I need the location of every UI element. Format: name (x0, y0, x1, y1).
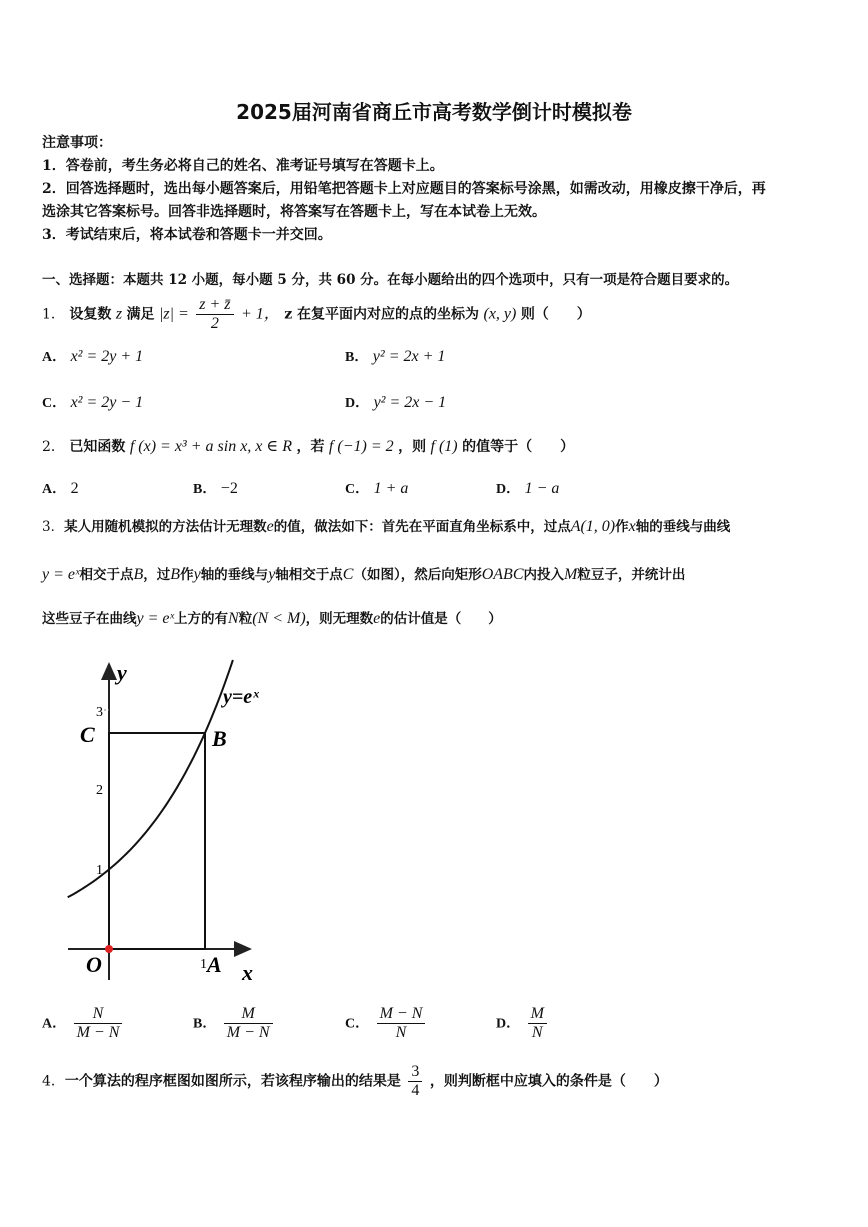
q1-option-a[interactable] (42, 346, 143, 366)
q3-figure (60, 650, 290, 995)
question-3-line-3 (42, 607, 502, 628)
q3-text: 作 (180, 567, 194, 583)
q3-text: （如图），然后向矩形 (353, 567, 482, 583)
point-o-label: O (86, 952, 102, 977)
option-fraction (74, 1005, 123, 1042)
q4-fraction (408, 1063, 422, 1100)
fraction-numerator: N (74, 1005, 123, 1024)
q3-expr: (N < M) (252, 610, 306, 627)
q3-option-d[interactable] (496, 1005, 550, 1042)
q2-option-b[interactable] (193, 478, 238, 498)
q3-var: N (228, 610, 239, 627)
option-fraction (377, 1005, 426, 1042)
option-expr: y² = 2x − 1 (373, 394, 447, 411)
option-label: C． (42, 396, 67, 411)
fraction-denominator: 2 (210, 315, 219, 332)
exp-curve (68, 660, 233, 897)
point-b-label: B (212, 726, 227, 751)
question-number: 3． (42, 519, 65, 535)
q1-text: 则（ ） (520, 306, 591, 323)
q3-text: 轴的垂线与曲线 (635, 519, 731, 535)
q1-fraction (196, 296, 233, 333)
q3-text: 的估计值是（ ） (380, 611, 502, 627)
q1-expr: |z| = (158, 305, 189, 323)
fraction-denominator: N (531, 1024, 543, 1041)
q2-expr: f (1) (430, 438, 458, 455)
fraction-denominator: M − N (76, 1024, 120, 1041)
y-axis-label: y (117, 660, 127, 685)
q1-var: z (115, 305, 123, 323)
notice-heading: 注意事项： (42, 135, 112, 151)
q3-var: x (628, 518, 636, 535)
page-title: 2025届河南省商丘市高考数学倒计时模拟卷 (236, 100, 632, 124)
option-fraction (528, 1005, 547, 1042)
question-2-stem (42, 436, 574, 456)
fraction-denominator: M − N (226, 1024, 270, 1041)
q2-option-c[interactable] (345, 478, 408, 498)
q2-option-a[interactable] (42, 478, 79, 498)
tick-label-x: 1 (200, 957, 207, 972)
q2-option-d[interactable] (496, 478, 559, 498)
fraction-denominator: N (395, 1024, 407, 1041)
q4-text: 一个算法的程序框图如图所示，若该程序输出的结果是 (64, 1073, 401, 1090)
fraction-numerator: 3 (408, 1063, 422, 1082)
rectangle-oabc (109, 733, 205, 949)
q3-var: y (193, 566, 201, 583)
q3-option-c[interactable] (345, 1005, 428, 1042)
q1-text: 满足 (126, 306, 155, 323)
notice-item: 1．答卷前，考生务必将自己的姓名、准考证号填写在答题卡上。 (42, 158, 444, 174)
q2-expr: f (x) = x³ + a sin x, x ∈ R (129, 438, 293, 455)
q1-coord: (x, y) (483, 305, 517, 323)
q3-text: 上方的有 (174, 611, 229, 627)
q3-var: e (266, 518, 274, 535)
option-label: B． (193, 482, 217, 497)
q2-text: ，则 (398, 439, 427, 455)
q3-point: B (133, 566, 144, 583)
option-expr: 2 (70, 480, 79, 497)
q3-var: OABC (481, 566, 524, 583)
option-label: A． (42, 1016, 67, 1032)
option-label: A． (42, 482, 67, 497)
q3-var: e (373, 610, 381, 627)
q3-text: 轴的垂线与 (200, 567, 269, 583)
q3-option-b[interactable] (193, 1005, 276, 1042)
q3-expr: y = eˣ (42, 566, 80, 583)
q3-text: 相交于点 (79, 567, 134, 583)
curve-label: y=eˣ (223, 686, 259, 708)
q1-text: 设复数 (69, 306, 112, 323)
question-number: 4． (42, 1073, 65, 1090)
q3-text: 内投入 (523, 567, 564, 583)
fraction-numerator: M − N (377, 1005, 426, 1024)
question-4-stem (42, 1063, 668, 1100)
fraction-denominator: 4 (411, 1082, 420, 1099)
notice-item: 3．考试结束后，将本试卷和答题卡一并交回。 (42, 227, 332, 243)
q1-text: z 在复平面内对应的点的坐标为 (284, 306, 480, 323)
option-label: B． (345, 350, 369, 365)
q3-text: ，则无理数 (305, 611, 374, 627)
option-expr: x² = 2y − 1 (70, 394, 144, 411)
option-expr: y² = 2x + 1 (372, 348, 446, 365)
q3-text: 某人用随机模拟的方法估计无理数 (64, 519, 267, 535)
origin-dot (105, 945, 113, 953)
q3-option-a[interactable] (42, 1005, 125, 1042)
option-expr: x² = 2y + 1 (70, 348, 144, 365)
q3-text: 粒 (238, 611, 253, 627)
q3-expr: y = eˣ (136, 610, 175, 627)
question-3-line-1 (42, 515, 730, 536)
question-number: 2． (42, 439, 65, 455)
point-a-label: A (207, 952, 222, 977)
q3-text: 轴相交于点 (275, 567, 343, 583)
q3-text: 作 (615, 519, 629, 535)
option-label: A． (42, 350, 67, 365)
question-number: 1． (42, 306, 65, 323)
q2-expr: f (−1) = 2 (328, 438, 394, 455)
option-label: C． (345, 482, 370, 497)
point-c-label: C (80, 722, 95, 747)
q3-text: ，过 (143, 567, 171, 583)
q3-text: 这些豆子在曲线 (42, 611, 137, 627)
option-expr: −2 (220, 480, 238, 497)
fraction-numerator: M (528, 1005, 547, 1024)
notice-item: 2．回答选择题时，选出每小题答案后，用铅笔把答题卡上对应题目的答案标号涂黑，如需改动，用橡皮擦干净后，再 (42, 181, 766, 197)
q2-text: 的值等于（ ） (462, 439, 575, 455)
x-axis-label: x (242, 960, 253, 985)
tick-label-y: 1 (96, 863, 103, 878)
option-label: D． (345, 396, 370, 411)
option-expr: 1 + a (373, 480, 409, 497)
tick-label-y: 3 (96, 705, 103, 720)
q2-text: 已知函数 (69, 439, 126, 455)
q1-option-d[interactable] (345, 392, 446, 412)
q3-point: B (170, 566, 181, 583)
question-3-line-2 (42, 563, 685, 584)
option-expr: 1 − a (524, 480, 560, 497)
q3-point: C (342, 566, 354, 583)
tick-label-y: 2 (96, 783, 103, 798)
q3-text: 的值，做法如下：首先在平面直角坐标系中，过点 (273, 519, 571, 535)
option-label: C． (345, 1016, 370, 1032)
q3-text: 粒豆子，并统计出 (577, 567, 686, 583)
q1-expr: + 1， (240, 305, 280, 323)
option-label: B． (193, 1016, 217, 1032)
section-heading: 一、选择题：本题共 12 小题，每小题 5 分，共 60 分。在每小题给出的四个选项中，只有一项是符合题目要求的。 (42, 272, 739, 288)
q2-text: ，若 (296, 439, 325, 455)
q4-text: ，则判断框中应填入的条件是（ ） (429, 1073, 668, 1090)
q3-point: A(1, 0) (570, 518, 616, 535)
q3-var: y (268, 566, 276, 583)
q1-option-b[interactable] (345, 346, 445, 366)
option-fraction (224, 1005, 273, 1042)
option-label: D． (496, 1016, 521, 1032)
q3-var: M (564, 566, 578, 583)
notice-item: 选涂其它答案标号。回答非选择题时，将答案写在答题卡上，写在本试卷上无效。 (42, 204, 546, 220)
fraction-numerator: M (224, 1005, 273, 1024)
question-1-stem (42, 296, 591, 333)
q1-option-c[interactable] (42, 392, 143, 412)
fraction-numerator: z + z̄ (196, 296, 233, 315)
option-label: D． (496, 482, 521, 497)
